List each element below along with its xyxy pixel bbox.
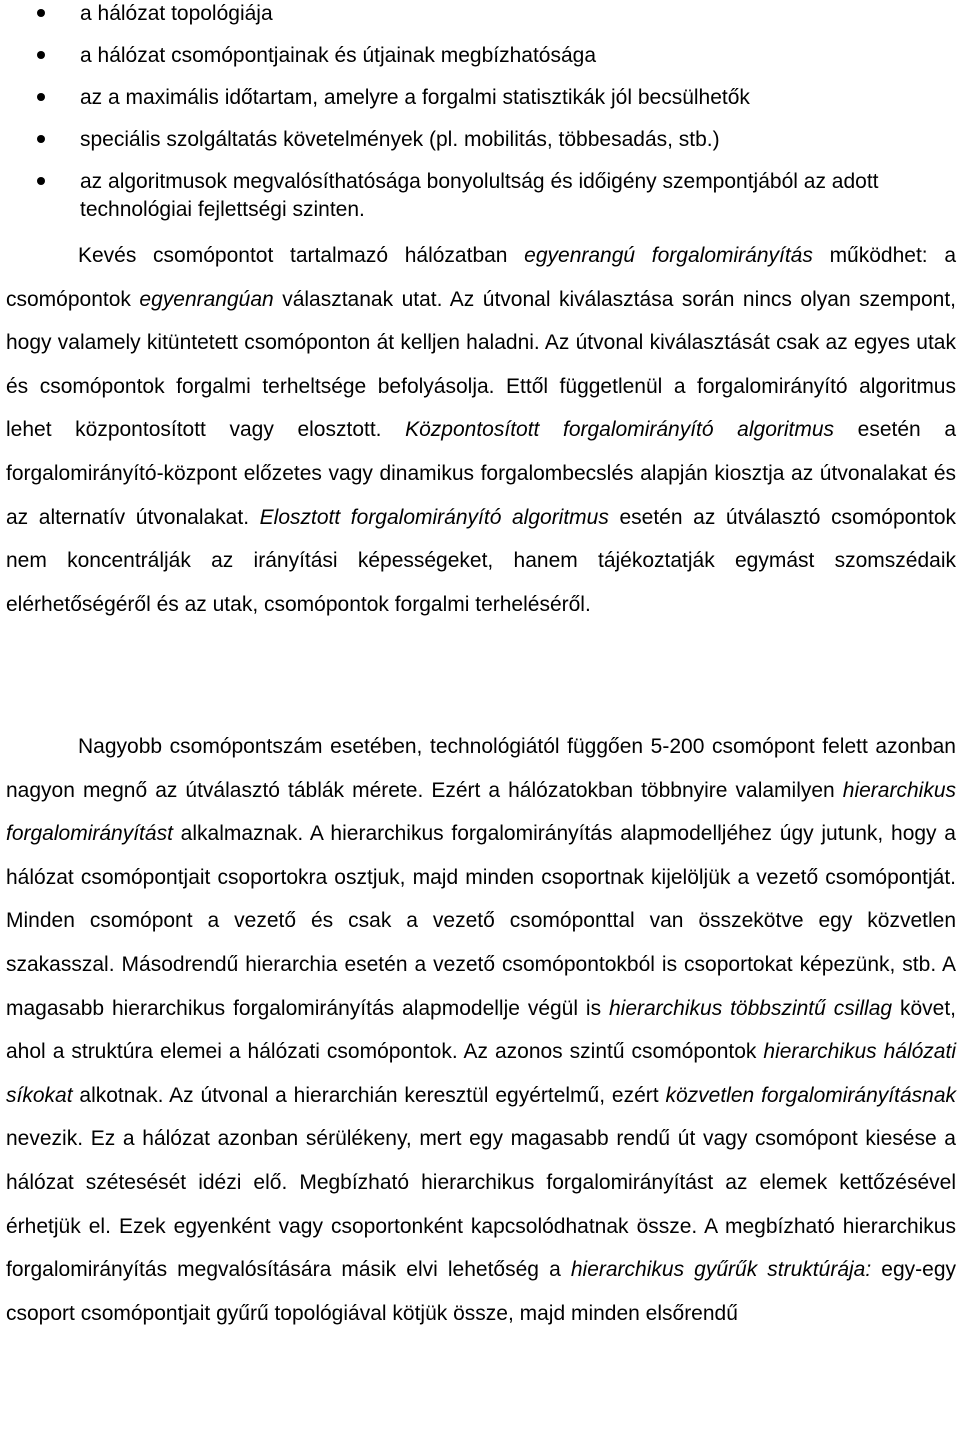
emphasis: hierarchikus forgalomirányítást — [6, 778, 956, 846]
text-run: esetén a forgalomirányító-központ előzetes vagy dinamikus forgalombecslés alapján kiosztja az útvonalakat és az alternatív útvonalakat. — [6, 418, 956, 529]
emphasis: közvetlen forgalomirányításnak — [665, 1083, 956, 1107]
text-run: nevezik. Ez a hálózat azonban sérülékeny, mert egy magasabb rendű út vagy csomópont kiesése a hálózat szétesését idézi elő. Megbízható hierarchikus forgalomirányítást az elemek kettőzésével érhetjük el. Ezek egyenként vagy csoportonként kapcsolódhatnak össze. A megbízható hierarchikus forgalomirányítás megvalósítására másik elvi lehetőség a — [6, 1127, 956, 1282]
list-item-text: speciális szolgáltatás követelmények (pl. mobilitás, többesadás, stb.) — [80, 128, 720, 151]
bullet-icon — [37, 177, 45, 185]
bullet-icon — [37, 93, 45, 101]
list-item — [0, 168, 960, 224]
emphasis: hierarchikus többszintű csillag — [608, 996, 893, 1020]
list-item-text: az algoritmusok megvalósíthatósága bonyolultság és időigény szempontjából az adott technológiai fejlettségi szinten. — [80, 170, 879, 221]
text-run: választanak utat. Az útvonal kiválasztása során nincs olyan szempont, hogy valamely kitüntetett csomóponton át kelljen haladni. Az útvonal kiválasztását csak az egyes utak és csomópontok forgalmi terheltsége befolyásolja. Ettől függetlenül a forgalomirányító algoritmus lehet központosított vagy elosztott. — [6, 287, 956, 442]
list-item-text: a hálózat csomópontjainak és útjainak megbízhatósága — [80, 44, 596, 67]
text-run: működhet: a csomópontok — [6, 244, 956, 311]
bullet-icon — [37, 9, 45, 17]
text-run: alkalmaznak. A hierarchikus forgalomirányítás alapmodelljéhez úgy jutunk, hogy a hálózat csomópontjait csoportokra osztjuk, majd minden csoportnak kijelöljük a vezető csomópontját. Minden csomópont a vezető és csak a vezető csomóponttal van összekötve egy közvetlen szakasszal. Másodrendű hierarchia esetén a vezető csomópontokból is csoportokat képezünk, stb. A magasabb hierarchikus forgalomirányítás alapmodellje végül is — [6, 822, 956, 1020]
paragraph-distributed-routing — [6, 234, 956, 626]
list-item — [0, 0, 960, 28]
paragraph-hierarchical-routing — [6, 725, 956, 1335]
emphasis: Központosított forgalomirányító algoritmus — [405, 418, 835, 442]
emphasis: hierarchikus gyűrűk struktúrája: — [570, 1258, 872, 1282]
emphasis: egyenrangú forgalomirányítás — [524, 244, 813, 267]
text-run: követ, ahol a struktúra elemei a hálózati csomópontok. Az azonos szintű csomópontok — [6, 996, 956, 1064]
emphasis: egyenrangúan — [139, 287, 274, 311]
list-item — [0, 42, 960, 70]
list-item-text: a hálózat topológiája — [80, 2, 273, 25]
bullet-list — [0, 0, 960, 238]
emphasis: hierarchikus hálózati síkokat — [6, 1040, 956, 1107]
list-item-text: az a maximális időtartam, amelyre a forgalmi statisztikák jól becsülhetők — [80, 86, 750, 109]
list-item — [0, 126, 960, 154]
bullet-icon — [37, 51, 45, 59]
text-run: esetén az útválasztó csomópontok nem koncentrálják az irányítási képességeket, hanem tájékoztatják egymást szomszédaik elérhetőségéről és az utak, csomópontok forgalmi terheléséről. — [6, 505, 956, 616]
emphasis: Elosztott forgalomirányító algoritmus — [259, 505, 609, 529]
text-run: alkotnak. Az útvonal a hierarchián keresztül egyértelmű, ezért — [72, 1083, 666, 1107]
text-run: Kevés csomópontot tartalmazó hálózatban — [78, 244, 525, 267]
bullet-icon — [37, 135, 45, 143]
text-run: egy-egy csoport csomópontjait gyűrű topológiával kötjük össze, majd minden elsőrendű — [6, 1258, 956, 1325]
text-run: Nagyobb csomópontszám esetében, technológiától függően 5-200 csomópont felett azonban nagyon megnő az útválasztó táblák mérete. Ezért a hálózatokban többnyire valamilyen — [6, 735, 956, 802]
list-item — [0, 84, 960, 112]
